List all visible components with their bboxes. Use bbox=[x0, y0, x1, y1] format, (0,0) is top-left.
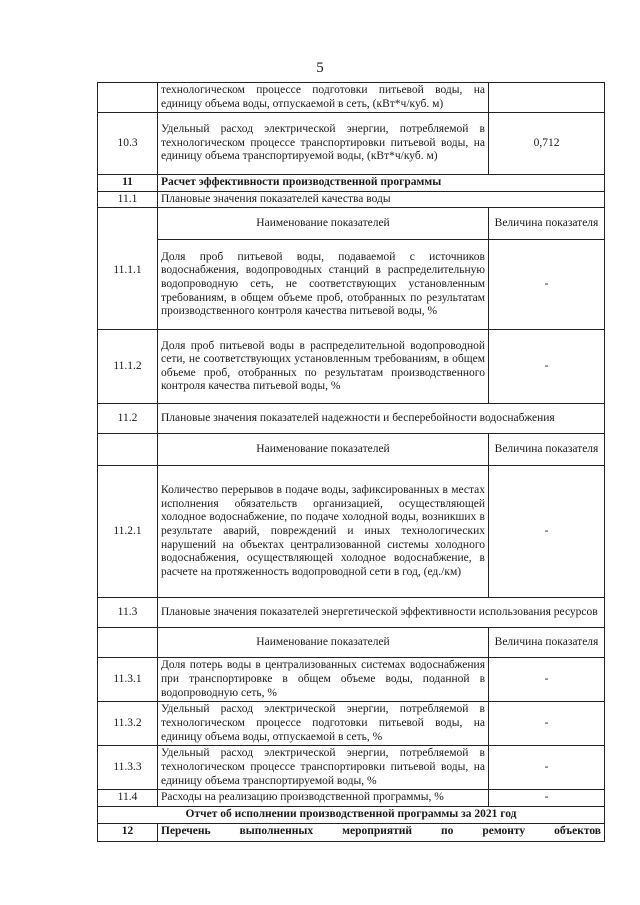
section-title: Расчет эффективности производственной программы bbox=[158, 175, 605, 192]
table-row bbox=[98, 702, 605, 746]
section-row bbox=[98, 175, 605, 192]
row-number: 11.3.2 bbox=[98, 702, 158, 746]
indicator-value: - bbox=[489, 658, 605, 702]
header-row bbox=[98, 208, 605, 240]
column-header-value: Величина показателя bbox=[489, 434, 605, 466]
indicator-value: - bbox=[489, 330, 605, 404]
row-number: 11.3.3 bbox=[98, 746, 158, 790]
column-header-name: Наименование показателей bbox=[158, 628, 489, 658]
subsection-title: Плановые значения показателей качества воды bbox=[158, 191, 605, 208]
indicator-value: - bbox=[489, 790, 605, 807]
column-header-name: Наименование показателей bbox=[158, 208, 489, 240]
indicator-description: Удельный расход электрической энергии, потребляемой в технологическом процессе подготовки питьевой воды, на единицу объема воды, отпускаемой в сеть, % bbox=[158, 702, 489, 746]
indicator-value: - bbox=[489, 240, 605, 330]
indicator-value: - bbox=[489, 746, 605, 790]
subsection-title: Плановые значения показателей надежности и бесперебойности водоснабжения bbox=[158, 404, 605, 434]
indicator-description: Доля потерь воды в централизованных системах водоснабжения при транспортировке в общем объеме воды, поданной в водопроводную сеть, % bbox=[158, 658, 489, 702]
indicator-description: Количество перерывов в подаче воды, зафиксированных в местах исполнения обязательств организацией, осуществляющей холодное водоснабжение, по подаче холодной воды, возникших в результате аварий, повреждений и иных технологических нарушений на объектах централизованной системы холодного водоснабжения, осуществляющей холодное водоснабжение, в расчете на протяженность водопроводной сети в год, (ед./км) bbox=[158, 466, 489, 598]
row-number: 11.2.1 bbox=[98, 466, 158, 598]
row-number: 11.1.1 bbox=[98, 208, 158, 330]
table-row bbox=[98, 83, 605, 113]
subsection-number: 11.3 bbox=[98, 598, 158, 628]
empty-cell bbox=[98, 434, 158, 466]
table-row bbox=[98, 330, 605, 404]
indicators-table bbox=[97, 82, 605, 842]
header-row bbox=[98, 628, 605, 658]
subsection-number: 11.2 bbox=[98, 404, 158, 434]
row-number: 10.3 bbox=[98, 113, 158, 175]
column-header-value: Величина показателя bbox=[489, 208, 605, 240]
column-header-value: Величина показателя bbox=[489, 628, 605, 658]
section-number: 11 bbox=[98, 175, 158, 192]
indicator-description: технологическом процессе подготовки питьевой воды, на единицу объема воды, отпускаемой в сеть, (кВт*ч/куб. м) bbox=[158, 83, 489, 113]
indicator-description: Доля проб питьевой воды в распределительной водопроводной сети, не соответствующих установленным требованиям, в общем объеме проб, отобранных по результатам производственного контроля качества питьевой воды, % bbox=[158, 330, 489, 404]
report-title: Отчет об исполнении производственной программы за 2021 год bbox=[98, 806, 605, 823]
indicator-value: - bbox=[489, 702, 605, 746]
table-row bbox=[98, 240, 605, 330]
table-row bbox=[98, 746, 605, 790]
indicator-value bbox=[489, 83, 605, 113]
row-number: 11.3.1 bbox=[98, 658, 158, 702]
section-title: Перечень выполненных мероприятий по ремонту объектов bbox=[158, 823, 605, 841]
table-row bbox=[98, 658, 605, 702]
section-number: 12 bbox=[98, 823, 158, 841]
table-row bbox=[98, 113, 605, 175]
indicator-description: Удельный расход электрической энергии, потребляемой в технологическом процессе транспортировки питьевой воды, на единицу объема транспортируемой воды, (кВт*ч/куб. м) bbox=[158, 113, 489, 175]
column-header-name: Наименование показателей bbox=[158, 434, 489, 466]
subsection-row bbox=[98, 598, 605, 628]
empty-cell bbox=[98, 628, 158, 658]
subsection-row bbox=[98, 404, 605, 434]
indicator-value: 0,712 bbox=[489, 113, 605, 175]
subsection-row bbox=[98, 191, 605, 208]
row-number: 11.1.2 bbox=[98, 330, 158, 404]
table-row bbox=[98, 466, 605, 598]
report-row bbox=[98, 806, 605, 823]
subsection-number: 11.1 bbox=[98, 191, 158, 208]
page-number: 5 bbox=[316, 60, 324, 76]
indicator-value: - bbox=[489, 466, 605, 598]
indicator-description: Доля проб питьевой воды, подаваемой с источников водоснабжения, водопроводных станций в распределительную водопроводную сеть, не соответствующих установленным требованиям, в общем объеме проб, отобранных по результатам производственного контроля качества питьевой воды, % bbox=[158, 240, 489, 330]
subsection-title: Плановые значения показателей энергетической эффективности использования ресурсов bbox=[158, 598, 605, 628]
row-number: 11.4 bbox=[98, 790, 158, 807]
indicator-description: Удельный расход электрической энергии, потребляемой в технологическом процессе транспортировки питьевой воды, на единицу объема транспортируемой воды, % bbox=[158, 746, 489, 790]
header-row bbox=[98, 434, 605, 466]
row-number bbox=[98, 83, 158, 113]
indicator-description: Расходы на реализацию производственной программы, % bbox=[158, 790, 489, 807]
table-row bbox=[98, 790, 605, 807]
section-row bbox=[98, 823, 605, 841]
